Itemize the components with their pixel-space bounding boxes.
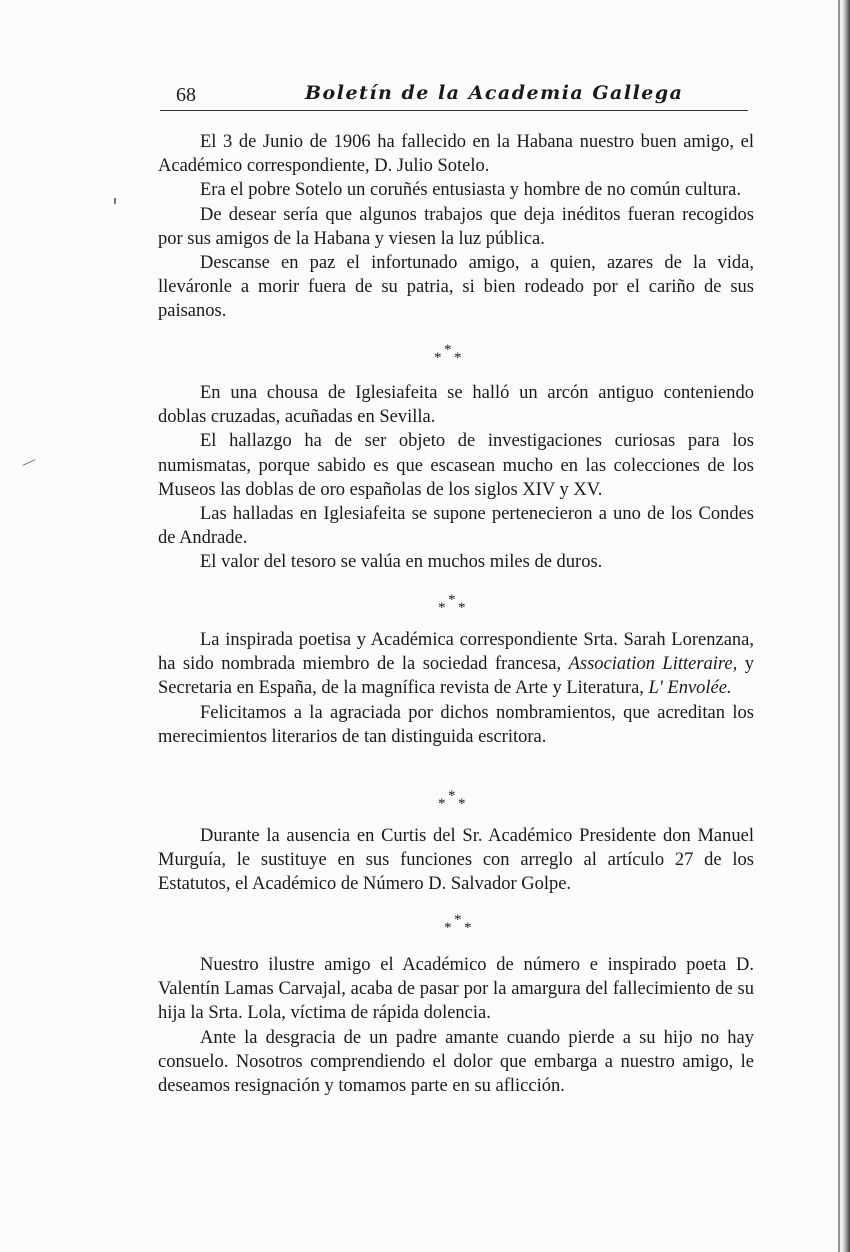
- paragraph: Las halladas en Iglesiafeita se supone pertenecieron a uno de los Condes de Andrade.: [158, 504, 754, 549]
- paragraph: Era el pobre Sotelo un coruñés entusiasta y hombre de no común cultura.: [200, 180, 741, 201]
- asterism-divider: * * *: [434, 342, 462, 366]
- magazine-name: L' Envolée.: [648, 678, 732, 699]
- society-name: Association Litteraire,: [568, 654, 738, 675]
- paragraph: El 3 de Junio de 1906 ha fallecido en la Habana nuestro buen amigo, el Académico correspondiente, D. Julio Sotelo.: [158, 132, 754, 177]
- asterism-divider: * * *: [438, 788, 466, 812]
- note-lamas-carvajal: [158, 953, 754, 1098]
- asterism-divider: * * *: [438, 592, 466, 616]
- running-title: Boletín de la Academia Gallega: [305, 82, 684, 104]
- header-rule: [160, 110, 748, 111]
- paragraph: Ante la desgracia de un padre amante cuando pierde a su hijo no hay consuelo. Nosotros comprendiendo el dolor que embarga a nuestro amigo, le deseamos resignación y tomamos parte en su aflicción.: [158, 1027, 754, 1097]
- paragraph: Durante la ausencia en Curtis del Sr. Académico Presidente don Manuel Murguía, le sustituye en sus funciones con arreglo al artículo 27 de los Estatutos, el Académico de Número D. Salvador Golpe.: [158, 826, 754, 895]
- paragraph: La inspirada poetisa y Académica correspondiente Srta. Sarah Lorenzana, ha sido nombrada miembro de la sociedad francesa, Association Litteraire, y Secretaria en España, de la magnífica revista de Arte y Literatura, L' Envolée.: [158, 630, 755, 699]
- page-edge-line: [838, 0, 840, 1252]
- asterism-divider: * * *: [444, 912, 472, 936]
- note-sarah-lorenzana: [158, 628, 754, 749]
- paragraph: El hallazgo ha de ser objeto de investigaciones curiosas para los numismatas, porque sabido es que escasean mucho en las colecciones de los Museos las doblas de oro españolas de los siglos XIV y XV.: [158, 431, 754, 500]
- page-header: [160, 80, 748, 114]
- note-julio-sotelo: [158, 130, 754, 324]
- note-murguia-substitution: [158, 824, 754, 897]
- paragraph: Felicitamos a la agraciada por dichos nombramientos, que acreditan los merecimientos literarios de tan distinguida escritora.: [158, 702, 754, 747]
- paragraph: En una chousa de Iglesiafeita se halló un arcón antiguo conteniendo doblas cruzadas, acuñadas en Sevilla.: [158, 383, 754, 428]
- scan-speck: [22, 459, 35, 466]
- scan-speck: [114, 198, 116, 204]
- paragraph: Nuestro ilustre amigo el Académico de número e inspirado poeta D. Valentín Lamas Carvajal, acaba de pasar por la amargura del fallecimiento de su hija la Srta. Lola, víctima de rápida dolencia.: [158, 955, 754, 1024]
- note-iglesiafeita-treasure: [158, 381, 754, 575]
- page-number: 68: [176, 84, 196, 106]
- paragraph: De desear sería que algunos trabajos que deja inéditos fueran recogidos por sus amigos de la Habana y viesen la luz pública.: [158, 204, 754, 249]
- paragraph: Descanse en paz el infortunado amigo, a quien, azares de la vida, lleváronle a morir fuera de su patria, si bien rodeado por el cariño de sus paisanos.: [158, 253, 754, 322]
- paragraph: El valor del tesoro se valúa en muchos miles de duros.: [200, 552, 603, 573]
